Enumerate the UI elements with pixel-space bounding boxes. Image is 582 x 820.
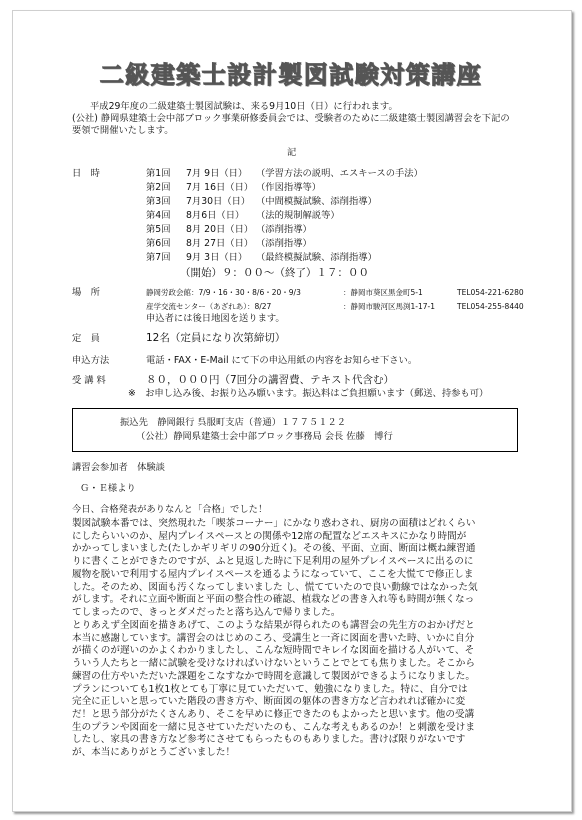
schedule-no-1: 第1回 — [146, 168, 171, 179]
schedule-date-6: 8月 27日（日） — [186, 238, 254, 249]
paragraph-2-line: 完全に正しいと思っていた階段の書き方や、断面図の躯体の書き方など言われれば確かに変 — [72, 696, 466, 708]
schedule-note-2: （作図指導等） — [256, 182, 322, 193]
paragraph-2-line: ういう人たちと一緒に試験を受けなければいけないということでとても焦りました。そこから — [72, 658, 475, 670]
fee-label: 受 講 料 — [72, 375, 106, 386]
bank-line-1: 振込先 静岡銀行 呉服町支店（普通）１７７５１２２ — [120, 417, 347, 428]
paragraph-2-line: 生のプランや図面を一緒に見させていただいたのも、こんな考えもあるのか！と刺激を受けま — [72, 721, 475, 733]
schedule-time: （開始）９：００～（終了）１７：００ — [180, 267, 369, 279]
schedule-no-3: 第3回 — [146, 196, 171, 207]
schedule-note-6: （添削指導） — [256, 238, 312, 249]
schedule-no-6: 第6回 — [146, 238, 171, 249]
schedule-note-1: （学習方法の説明、エスキースの手法） — [256, 168, 423, 179]
schedule-note-4: （法的規制解説等） — [256, 210, 340, 221]
paragraph-2-line: したし、家具の書き方など参考にさせてもらったものもありました。書けば限りがないです — [72, 734, 466, 746]
schedule-no-7: 第7回 — [146, 252, 171, 263]
ki-heading: 記 — [287, 147, 297, 158]
place-2-address: ：静岡市駿河区馬渕1-17-1 — [343, 302, 435, 311]
place-2-name: 産学交流センター（あざれあ）：8/27 — [146, 302, 272, 311]
place-note: 申込者には後日地図を送ります。 — [146, 313, 285, 324]
place-1-tel: TEL054-221-6280 — [457, 288, 524, 297]
schedule-date-1: 7月 9日（日） — [186, 168, 248, 179]
paragraph-2-line: プランについても1枚1枚とても丁寧に見ていただいて、勉強になりました。特に、自分では — [72, 683, 468, 695]
paragraph-1-line: てしまったので、きっとダメだったと落ち込んで帰りました。 — [72, 606, 341, 618]
intro-line-1: 平成29年度の二級建築士製図試験は、来る9月10日（日）に行われます。 — [90, 101, 398, 112]
place-1-address: ：静岡市葵区黒金町5-1 — [343, 288, 423, 297]
schedule-no-4: 第4回 — [146, 210, 171, 221]
testimonial-paragraph-1 — [72, 518, 478, 620]
schedule-date-7: 9月 3日（日） — [186, 252, 248, 263]
schedule-date-3: 7月30日（日） — [186, 196, 251, 207]
paragraph-1-line: にしたらいいのか、屋内プレイスペースとの関係や12席の配置などエスキスにかなり時間が — [72, 530, 467, 542]
paragraph-1-line: がします。それに立面や断面と平面の整合性の確認、植栽などの書き入れ等も時間が無くなっ — [72, 594, 475, 606]
paragraph-1-line: 履物を脱いで利用する屋内プレイスペースを通るようになっていて、ここを大慌てで修正しま — [72, 568, 474, 580]
bank-line-2: （公社）静岡県建築士会中部ブロック事務局 会長 佐藤 博行 — [136, 431, 393, 442]
paragraph-1-line: 製図試験本番では、突然現れた「喫茶コーナー」にかなり惑わされ、厨房の面積はどれくらい — [72, 518, 476, 529]
paragraph-2-line: 本当に感謝しています。講習会のはじめのころ、受講生と一斉に図面を書いた時、いかに自分 — [72, 632, 475, 644]
schedule-date-2: 7月 16日（日） — [186, 182, 254, 193]
schedule-note-7: （最終模擬試験、添削指導） — [256, 252, 377, 263]
intro-line-3: 要領で開催いたします。 — [72, 125, 174, 136]
schedule-no-2: 第2回 — [146, 182, 171, 193]
paragraph-2-line: 練習の仕方やいただいた課題をこなすなかで時間を意識して製図ができるようになりました。 — [72, 670, 475, 682]
capacity-label: 定 員 — [72, 333, 100, 344]
paragraph-2-line: とりあえず全図面を描きあげて、このような結果が得られたのも講習会の先生方のおかげだと — [72, 620, 475, 631]
paragraph-2-line: が、本当にありがとうございました！ — [72, 747, 236, 759]
page-title: 二級建築士設計製図試験対策講座 — [99, 61, 483, 89]
testimonial-paragraph-2 — [72, 620, 475, 760]
bank-info-box — [72, 408, 518, 452]
capacity-value: 12名（定員になり次第締切） — [146, 332, 286, 344]
schedule-note-3: （中間模擬試験、添削指導） — [256, 196, 377, 207]
paragraph-1-line: かかってしまいました(たしかギリギリの90分近く)。その後、平面、立面、断面は概ね練習通 — [72, 543, 476, 555]
intro-line-2: (公社) 静岡県建築士会中部ブロック事業研修委員会では、受験者のために二級建築士製図講習会を下記の — [72, 113, 510, 124]
paragraph-2-line: だ！と思う部分がたくさんあり、そこを早めに修正できたのもよかったと思います。他の受講 — [72, 708, 475, 720]
place-2-tel: TEL054-255-8440 — [457, 302, 524, 311]
paragraph-1-line: した。そのため、図面も汚くなってしまいました し、慌てていたので良い動線ではなかった気 — [72, 581, 478, 593]
testimonial-heading: 講習会参加者 体験談 — [72, 462, 165, 473]
schedule-date-4: 8月6日（日） — [186, 210, 245, 221]
fee-note: ※ お申し込み後、お振り込み願います。振込料はご負担願います（郵送、持参も可） — [128, 388, 489, 399]
schedule-date-5: 8月 20日（日） — [186, 224, 254, 235]
testimonial-author: Ｇ・Ｅ様より — [80, 483, 136, 494]
paragraph-1-line: りに書くことができたのですが、ふと見返した時に下足利用の屋外プレイスペースに出るのに — [72, 556, 474, 568]
place-label: 場 所 — [72, 287, 100, 298]
testimonial-lead: 今日、合格発表がありなんと「合格」でした！ — [72, 504, 268, 515]
apply-label: 申込方法 — [72, 355, 110, 366]
place-1-name: 静岡労政会館：7/9・16・30・8/6・20・9/3 — [146, 288, 301, 297]
schedule-no-5: 第5回 — [146, 224, 171, 235]
paragraph-2-line: が描くのが遅いのかよくわかりましたし、こんな短時間でキレイな図面を描ける人がいて、そ — [72, 645, 475, 657]
schedule-label: 日 時 — [72, 168, 100, 179]
fee-value: ８０，０００円（7回分の講習費、テキスト代含む） — [146, 374, 394, 386]
schedule-note-5: （添削指導） — [256, 224, 312, 235]
apply-value: 電話・FAX・E-Mail にて下の申込用紙の内容をお知らせ下さい。 — [146, 355, 418, 366]
